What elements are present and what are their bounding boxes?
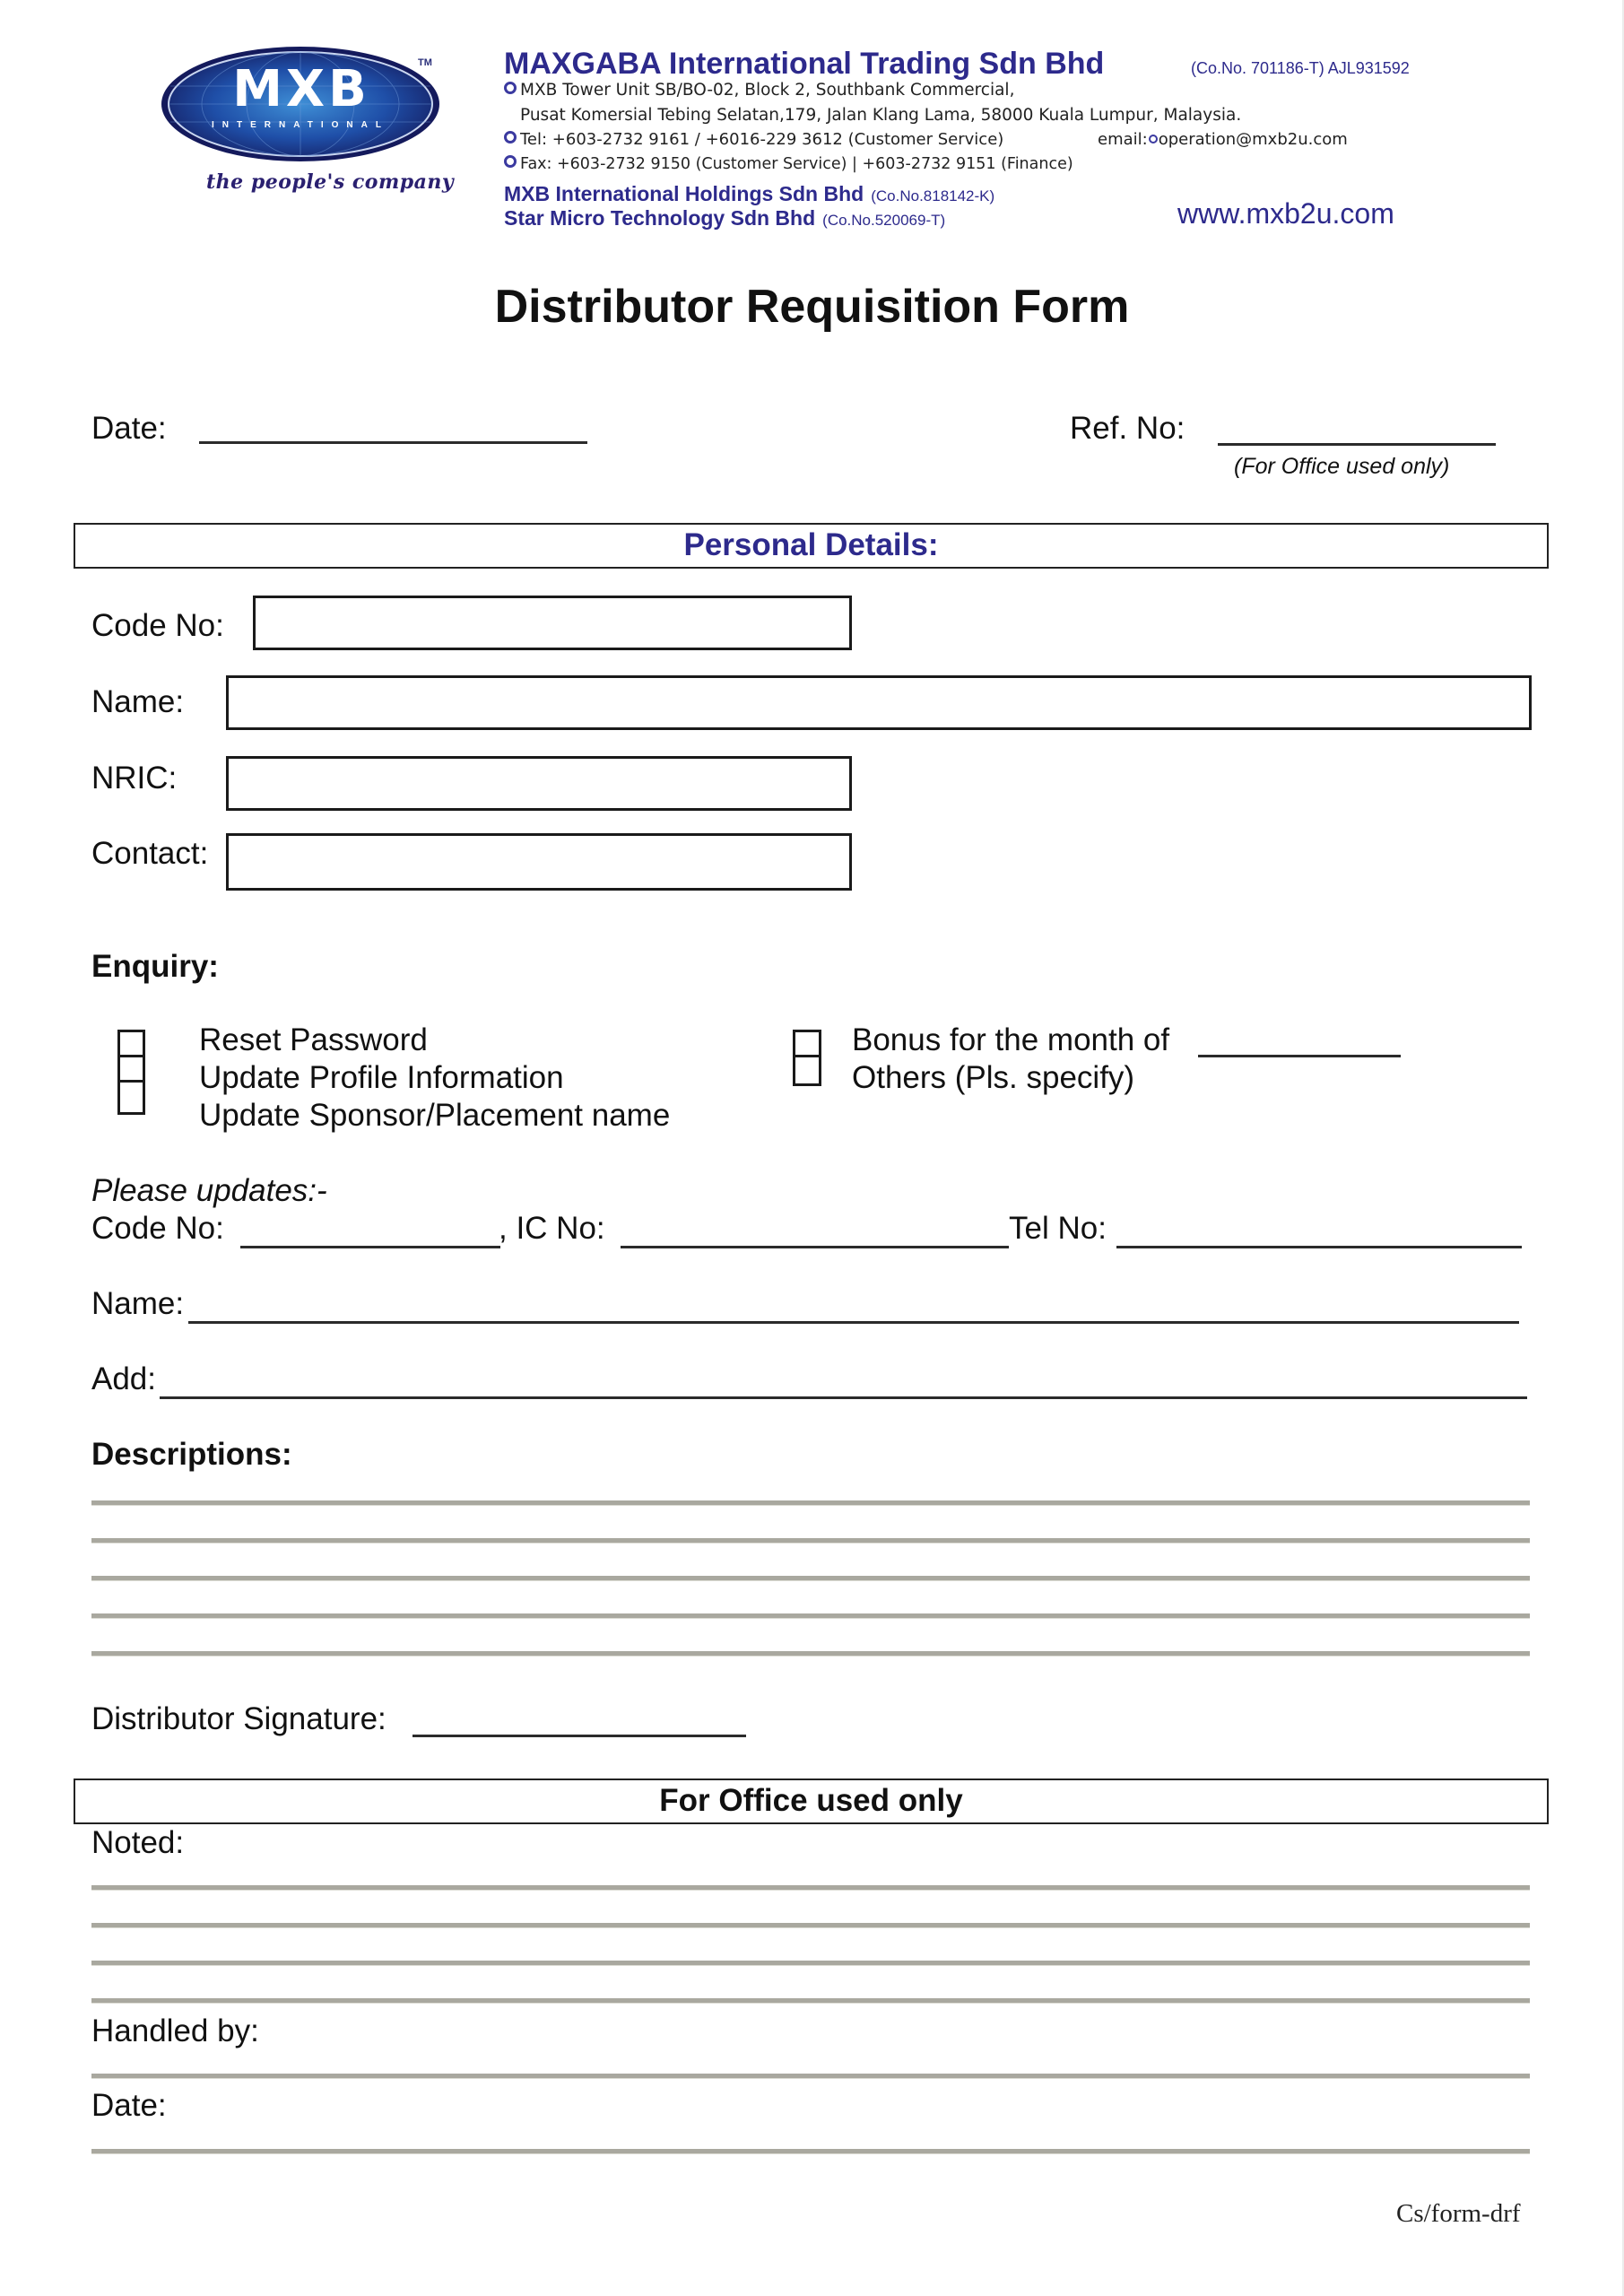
- noted-line[interactable]: [91, 1998, 1530, 2004]
- bullet-icon: [1149, 135, 1158, 144]
- update-address-line[interactable]: [160, 1396, 1527, 1399]
- checkbox-reset-password[interactable]: [117, 1030, 145, 1057]
- address-line-1: MXB Tower Unit SB/BO-02, Block 2, Southbank Commercial,: [504, 81, 1014, 100]
- form-code: Cs/form-drf: [1396, 2199, 1521, 2228]
- email-link[interactable]: operation@mxb2u.com: [1158, 130, 1348, 149]
- trademark-mark: TM: [418, 57, 432, 68]
- company-logo: [160, 45, 441, 163]
- bullet-icon: [504, 82, 517, 94]
- noted-line[interactable]: [91, 1885, 1530, 1891]
- personal-details-heading: Personal Details:: [683, 527, 939, 562]
- name-field[interactable]: [226, 675, 1532, 730]
- enquiry-heading: Enquiry:: [91, 949, 219, 984]
- handled-by-label: Handled by:: [91, 2013, 259, 2048]
- ref-no-input-line[interactable]: [1218, 443, 1496, 446]
- noted-line[interactable]: [91, 1961, 1530, 1966]
- office-date-line[interactable]: [91, 2149, 1530, 2154]
- code-no-field[interactable]: [253, 596, 852, 650]
- option-reset-password: Reset Password: [199, 1022, 428, 1057]
- option-update-profile: Update Profile Information: [199, 1060, 564, 1095]
- office-date-label: Date:: [91, 2088, 167, 2123]
- personal-details-header: [74, 523, 1549, 569]
- please-updates-heading: Please updates:-: [91, 1173, 327, 1208]
- fax-line: Fax: +603-2732 9150 (Customer Service) | +603-2732 9151 (Finance): [504, 155, 1073, 173]
- form-title: Distributor Requisition Form: [494, 281, 1130, 333]
- handled-by-line[interactable]: [91, 2074, 1530, 2079]
- address-line-2: Pusat Komersial Tebing Selatan,179, Jalan Klang Lama, 58000 Kuala Lumpur, Malaysia.: [520, 106, 1242, 125]
- date-input-line[interactable]: [199, 441, 587, 444]
- update-address-label: Add:: [91, 1361, 156, 1396]
- company-registration: (Co.No. 701186-T) AJL931592: [1191, 59, 1410, 77]
- description-line[interactable]: [91, 1651, 1530, 1657]
- office-use-heading: For Office used only: [659, 1783, 963, 1818]
- update-tel-no-line[interactable]: [1116, 1246, 1522, 1248]
- update-ic-no-label: , IC No:: [499, 1211, 605, 1246]
- update-code-no-line[interactable]: [240, 1246, 500, 1248]
- office-use-header: [74, 1779, 1549, 1824]
- noted-line[interactable]: [91, 1923, 1530, 1928]
- date-label: Date:: [91, 411, 167, 446]
- name-label: Name:: [91, 684, 185, 719]
- update-code-no-label: Code No:: [91, 1211, 224, 1246]
- checkbox-update-profile[interactable]: [117, 1055, 145, 1083]
- noted-label: Noted:: [91, 1825, 185, 1860]
- description-line[interactable]: [91, 1500, 1530, 1506]
- company-tagline: the people's company: [206, 170, 455, 194]
- option-bonus-month: Bonus for the month of: [852, 1022, 1170, 1057]
- email-line: email: operation@mxb2u.com: [1098, 130, 1348, 149]
- nric-label: NRIC:: [91, 761, 178, 796]
- description-line[interactable]: [91, 1613, 1530, 1619]
- update-name-label: Name:: [91, 1286, 185, 1321]
- telephone-line: Tel: +603-2732 9161 / +6016-229 3612 (Customer Service): [504, 130, 1003, 149]
- update-tel-no-label: Tel No:: [1009, 1211, 1107, 1246]
- update-ic-no-line[interactable]: [621, 1246, 1009, 1248]
- bonus-month-input-line[interactable]: [1198, 1055, 1401, 1057]
- code-no-label: Code No:: [91, 608, 224, 643]
- description-line[interactable]: [91, 1576, 1530, 1581]
- company-name: MAXGABA International Trading Sdn Bhd: [504, 47, 1105, 81]
- description-line[interactable]: [91, 1538, 1530, 1544]
- nric-field[interactable]: [226, 756, 852, 811]
- checkbox-update-sponsor[interactable]: [117, 1080, 145, 1115]
- descriptions-heading: Descriptions:: [91, 1437, 292, 1472]
- website-link[interactable]: www.mxb2u.com: [1177, 197, 1394, 230]
- subsidiary-2: Star Micro Technology Sdn Bhd (Co.No.520069-T): [504, 206, 946, 230]
- contact-field[interactable]: [226, 833, 852, 891]
- contact-label: Contact:: [91, 836, 209, 871]
- subsidiary-1: MXB International Holdings Sdn Bhd (Co.No.818142-K): [504, 182, 995, 205]
- bullet-icon: [504, 155, 517, 168]
- logo-text: MXB: [232, 60, 370, 118]
- option-others: Others (Pls. specify): [852, 1060, 1135, 1095]
- signature-label: Distributor Signature:: [91, 1701, 386, 1736]
- bullet-icon: [504, 131, 517, 144]
- update-name-line[interactable]: [188, 1321, 1519, 1324]
- checkbox-bonus[interactable]: [793, 1030, 821, 1057]
- logo-subtext: INTERNATIONAL: [212, 120, 389, 130]
- option-update-sponsor: Update Sponsor/Placement name: [199, 1098, 671, 1133]
- ref-no-note: (For Office used only): [1234, 454, 1450, 479]
- ref-no-label: Ref. No:: [1070, 411, 1185, 446]
- signature-line[interactable]: [413, 1735, 746, 1737]
- checkbox-others[interactable]: [793, 1055, 821, 1086]
